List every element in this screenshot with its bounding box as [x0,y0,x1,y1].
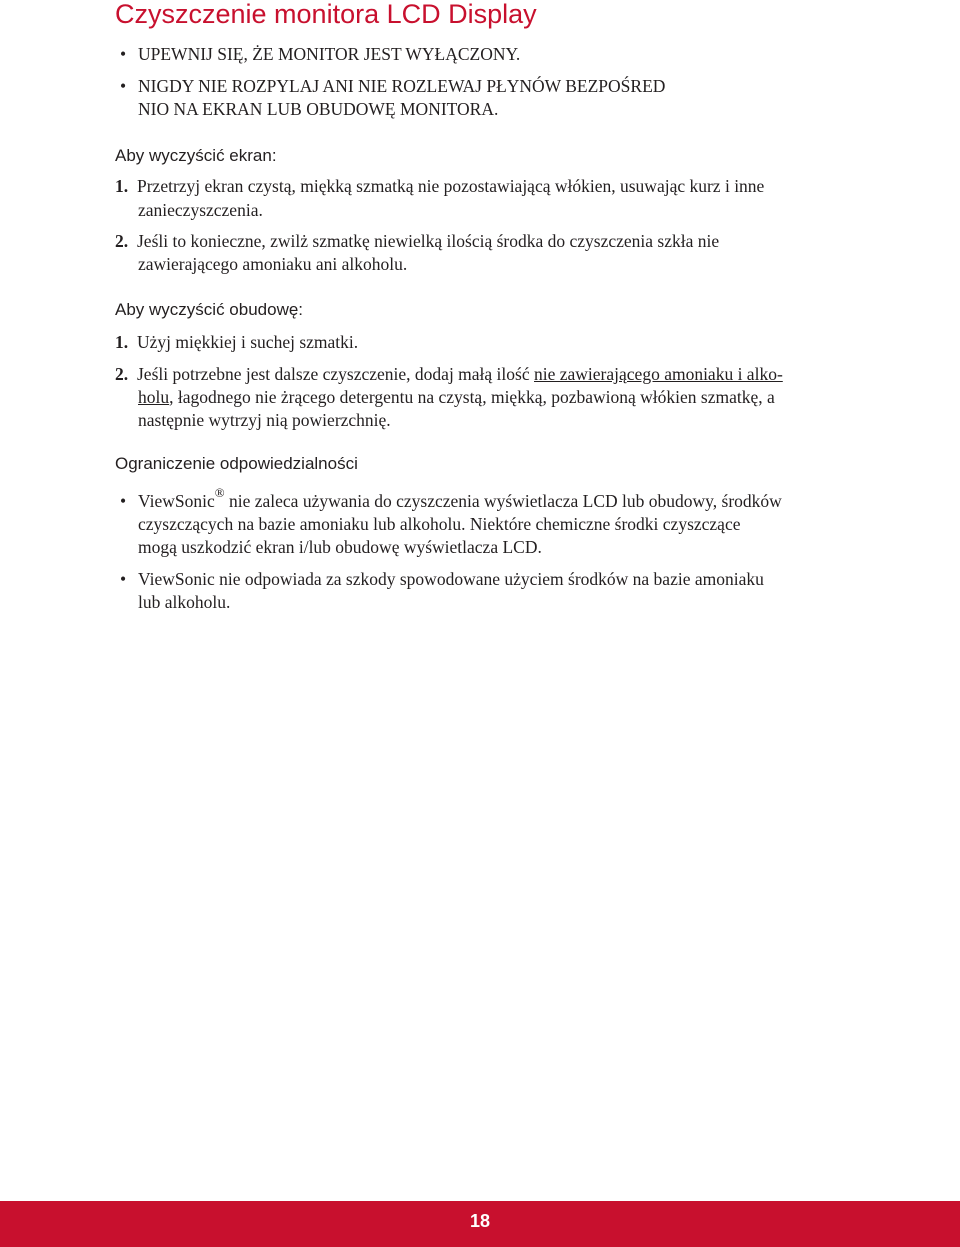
step-text-part: , łagodnego nie żrącego detergentu na czystą, miękką, pozbawioną włókien szmatkę, a [169,387,775,407]
disclaimer-text-cont: lub alkoholu. [138,592,231,612]
step-text-cont: zawierającego amoniaku ani alkoholu. [138,254,408,274]
step-number: 1. [115,176,129,196]
underlined-text: holu [138,387,170,407]
disclaimer-text: nie zaleca używania do czyszczenia wyświetlacza LCD lub obudowy, środków [224,491,782,511]
step-text-cont: zanieczyszczenia. [138,200,263,220]
underlined-text: nie zawierającego amoniaku i alko- [534,364,783,384]
step-text: Jeśli to konieczne, zwilż szmatkę niewielką ilością środka do czyszczenia szkła nie [137,231,720,251]
list-item [115,332,359,353]
page-title: Czyszczenie monitora LCD Display [115,0,537,29]
step-text: Użyj miękkiej i suchej szmatki. [137,332,359,352]
disclaimer-item [120,569,764,590]
section-heading-screen: Aby wyczyścić ekran: [115,146,277,165]
list-item [115,364,783,385]
registered-mark: ® [214,485,225,500]
section-heading-disclaimer: Ograniczenie odpowiedzialności [115,454,358,473]
bullet: • [120,491,127,511]
step-number: 2. [115,231,129,251]
list-item [115,231,720,252]
section-heading-case: Aby wyczyścić obudowę: [115,300,304,319]
disclaimer-text-cont: mogą uszkodzić ekran i/lub obudowę wyświetlacza LCD. [138,537,542,557]
warning-text: NIGDY NIE ROZPYLAJ ANI NIE ROZLEWAJ PŁYNÓW BEZPOŚRED [138,76,666,96]
list-item [115,176,765,197]
bullet: • [120,569,127,589]
step-text-cont [138,387,775,408]
disclaimer-item [120,485,782,512]
warning-text: UPEWNIJ SIĘ, ŻE MONITOR JEST WYŁĄCZONY. [138,44,521,64]
disclaimer-text-cont: czyszczących na bazie amoniaku lub alkoholu. Niektóre chemiczne środki czyszczące [138,514,741,534]
step-text [137,364,783,385]
step-number: 1. [115,332,129,352]
warning-item [120,76,666,97]
disclaimer-text: ViewSonic nie odpowiada za szkody spowodowane użyciem środków na bazie amoniaku [138,569,764,589]
step-text-cont: następnie wytrzyj nią powierzchnię. [138,410,391,430]
warning-text-cont: NIO NA EKRAN LUB OBUDOWĘ MONITORA. [138,99,499,119]
page-number: 18 [469,1211,491,1231]
step-text: Przetrzyj ekran czystą, miękką szmatką nie pozostawiającą włókien, usuwając kurz i inne [137,176,765,196]
step-text-part: Jeśli potrzebne jest dalsze czyszczenie, dodaj małą ilość [137,364,534,384]
brand-name: ViewSonic [138,491,215,511]
bullet: • [120,44,127,64]
bullet: • [120,76,127,96]
warning-item [120,44,521,65]
step-number: 2. [115,364,129,384]
